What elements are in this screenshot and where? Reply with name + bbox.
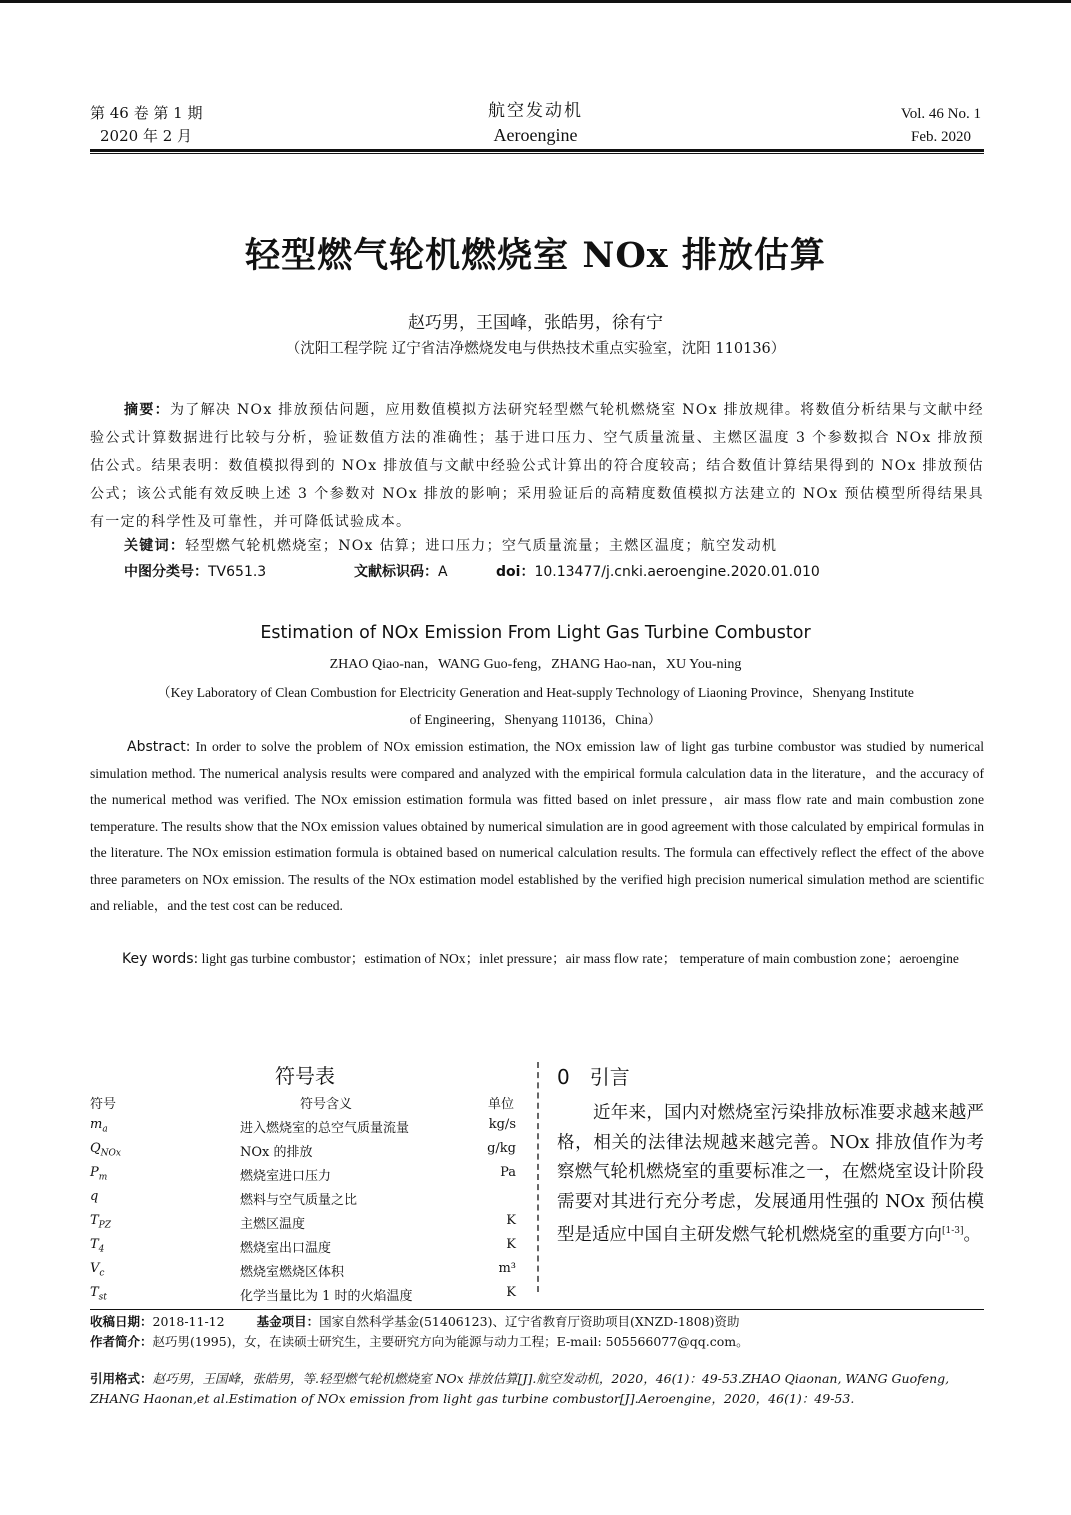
symbol-row — [90, 1285, 520, 1309]
footer-citation — [90, 1369, 984, 1409]
received-value: 2018-11-12 — [152, 1314, 225, 1329]
symbol-subscript: NOx — [100, 1148, 122, 1159]
cite-label: 引用格式： — [90, 1371, 153, 1386]
abstract-cn-label: 摘要： — [124, 402, 170, 418]
symbol-row — [90, 1117, 520, 1141]
abstract-cn-text: 为了解决 NOx 排放预估问题，应用数值模拟方法研究轻型燃气轮机燃烧室 NOx 排放规律。将数值分析结果与文献中经验公式计算数据进行比较与分析，验证数值方法的准确性；基于进口压力、空气质量流量、主燃区温度 3 个参数拟合 NOx 排放预估公式。结果表明：数值模拟得到的 NOx 排放值与文献中经验公式计算出的符合度较高；结合数值计算结果得到的 NOx 排放预估公式；该公式能有效反映上述 3 个参数对 NOx 排放的影响；采用验证后的高精度数值模拟方法建立的 NOx 预估模型所得结果具有一定的科学性及可靠性，并可降低试验成本。 — [90, 402, 984, 530]
symbol-row — [90, 1189, 520, 1213]
header-date-cn: 2020 年 2 月 — [100, 127, 193, 145]
symbol-meaning: 燃烧室出口温度 — [240, 1241, 332, 1256]
affiliation-en-line2: of Engineering，Shenyang 110136，China） — [409, 712, 662, 727]
symbol-cell — [90, 1285, 107, 1303]
abstract-en-label: Abstract: — [127, 739, 191, 755]
affiliation-en-line1: （Key Laboratory of Clean Combustion for Electricity Generation and Heat-supply Technology of Liaoning Province，Shenyang Institute — [157, 685, 914, 700]
symbol-unit: Pa — [500, 1165, 516, 1180]
doi — [496, 561, 820, 581]
keywords-cn — [90, 532, 984, 560]
symbol-letter: Q — [90, 1141, 101, 1156]
intro-end: 。 — [963, 1224, 982, 1245]
symbol-unit: g/kg — [487, 1141, 516, 1156]
symbol-letter: q — [90, 1189, 99, 1204]
column-divider — [537, 1062, 539, 1292]
footer-rule — [90, 1309, 984, 1310]
symbol-unit: kg/s — [488, 1117, 516, 1132]
doi-label: doi： — [496, 564, 535, 580]
header-journal-en: Aeroengine — [493, 125, 578, 145]
symbol-unit: K — [506, 1237, 516, 1252]
symbol-row — [90, 1261, 520, 1285]
symbol-table-heading: 符号表 — [275, 1064, 335, 1088]
clc-number — [124, 561, 266, 581]
keywords-en-text: light gas turbine combustor；estimation of NOx；inlet pressure；air mass flow rate； temperature of main combustion zone；aeroengine — [198, 951, 959, 966]
cite-value: 赵巧男，王国峰，张皓男，等.轻型燃气轮机燃烧室 NOx 排放估算[J].航空发动机，2020，46(1)：49-53.ZHAO Qiaonan, WANG Guofeng, ZHANG Haonan,et al.Estimation of NOx emission from light gas turbine combustor[J].Aeroengine，2020，46(1)：49-53. — [90, 1371, 950, 1406]
abstract-en-text: In order to solve the problem of NOx emission estimation, the NOx emission law of light gas turbine combustor was studied by numerical simulation method. The numerical analysis results were compared and analyzed with the empirical formula calculation data in the literature，and the accuracy of the numerical method was verified. The NOx emission estimation formula was fitted based on inlet pressure，air mass flow rate and main combustion zone temperature. The results show that the NOx emission values obtained by numerical simulation are in good agreement with those calculated by empirical formulas in the literature. The NOx emission estimation formula is obtained based on numerical calculation results. The formula can effectively reflect the effect of the above three parameters on NOx emission. The results of the NOx estimation model established by the verified high precision numerical simulation method are scientific and reliable，and the test cost can be reduced. — [90, 739, 984, 913]
header-journal-cn: 航空发动机 — [488, 101, 583, 121]
symbol-cell — [90, 1237, 104, 1255]
top-edge-line — [0, 0, 1071, 3]
symbol-subscript: st — [98, 1292, 107, 1303]
abstract-en — [90, 734, 984, 920]
col-symbol-header: 符号 — [90, 1097, 117, 1112]
col-meaning-header: 符号含义 — [300, 1097, 353, 1112]
symbol-cell — [90, 1189, 98, 1207]
symbol-letter: T — [90, 1237, 99, 1252]
symbol-cell — [90, 1141, 121, 1159]
doi-value: 10.13477/j.cnki.aeroengine.2020.01.010 — [534, 564, 820, 580]
intro-text: 近年来，国内对燃烧室污染排放标准要求越来越严格，相关的法律法规越来越完善。NOx 排放值作为考察燃气轮机燃烧室的重要标准之一，在燃烧室设计阶段需要对其进行充分考虑，发展通用性强的 NOx 预估模型是适应中国自主研发燃气轮机燃烧室的重要方向 — [557, 1103, 984, 1245]
symbol-letter: V — [90, 1261, 100, 1276]
symbol-letter: m — [90, 1117, 103, 1132]
keywords-en-label: Key words: — [122, 951, 199, 967]
symbol-meaning: 燃烧室进口压力 — [240, 1169, 332, 1184]
symbol-table-header — [90, 1093, 520, 1117]
header-date-en: Feb. 2020 — [911, 129, 971, 145]
symbol-cell — [90, 1165, 107, 1183]
author-label: 作者简介： — [90, 1334, 153, 1349]
authors-cn: 赵巧男，王国峰，张皓男，徐有宁 — [408, 313, 663, 333]
symbol-row — [90, 1213, 520, 1237]
clc-value: TV651.3 — [208, 564, 267, 580]
symbol-row — [90, 1165, 520, 1189]
symbol-cell — [90, 1117, 108, 1135]
header-volume-en: Vol. 46 No. 1 — [900, 106, 981, 122]
intro-ref: [1-3] — [942, 1226, 964, 1236]
fund-label: 基金项目： — [256, 1314, 320, 1329]
symbol-unit: K — [506, 1213, 516, 1228]
symbol-letter: T — [90, 1213, 99, 1228]
symbol-meaning: 进入燃烧室的总空气质量流量 — [240, 1121, 410, 1136]
col-unit-header: 单位 — [488, 1097, 515, 1112]
keywords-cn-label: 关键词： — [124, 538, 186, 554]
symbol-letter: T — [90, 1285, 99, 1300]
symbol-subscript: m — [98, 1172, 108, 1183]
symbol-subscript: PZ — [98, 1220, 111, 1231]
paper-title-en: Estimation of NOx Emission From Light Gas Turbine Combustor — [260, 623, 811, 643]
symbol-meaning: NOx 的排放 — [240, 1145, 313, 1160]
document-code — [354, 561, 448, 581]
doc-label: 文献标识码： — [354, 564, 438, 580]
fund-value: 国家自然科学基金(51406123)、辽宁省教育厅资助项目(XNZD-1808)资助 — [319, 1314, 740, 1329]
symbol-subscript: c — [99, 1268, 105, 1279]
symbol-unit: K — [506, 1285, 516, 1300]
header-rule-thick — [90, 149, 984, 152]
doc-value: A — [438, 564, 448, 580]
intro-paragraph — [557, 1099, 984, 1250]
symbol-letter: P — [90, 1165, 99, 1180]
symbol-row — [90, 1237, 520, 1261]
symbol-meaning: 化学当量比为 1 时的火焰温度 — [240, 1289, 413, 1304]
symbol-cell — [90, 1213, 111, 1231]
symbol-row — [90, 1141, 520, 1165]
symbol-subscript: a — [102, 1124, 108, 1135]
header-rule-thin — [90, 153, 984, 154]
keywords-en — [90, 946, 984, 973]
authors-en: ZHAO Qiao-nan，WANG Guo-feng，ZHANG Hao-nan，XU You-ning — [329, 657, 742, 672]
paper-title-cn: 轻型燃气轮机燃烧室 NOx 排放估算 — [245, 235, 826, 276]
author-value: 赵巧男(1995)，女，在读硕士研究生，主要研究方向为能源与动力工程；E-mail: 505566077@qq.com。 — [152, 1334, 749, 1349]
symbol-unit: m³ — [498, 1261, 516, 1276]
symbol-subscript: 4 — [98, 1244, 105, 1255]
clc-label: 中图分类号： — [124, 564, 208, 580]
symbol-cell — [90, 1261, 104, 1279]
header-volume-issue: 第 46 卷 第 1 期 — [90, 104, 203, 122]
footer-received-fund — [90, 1312, 984, 1332]
footer-author-bio — [90, 1332, 984, 1352]
affiliation-cn: （沈阳工程学院 辽宁省洁净燃烧发电与供热技术重点实验室，沈阳 110136） — [285, 341, 786, 357]
symbol-meaning: 燃烧室燃烧区体积 — [240, 1265, 345, 1280]
intro-heading: 0 引言 — [557, 1065, 630, 1089]
received-label: 收稿日期： — [90, 1314, 153, 1329]
abstract-cn — [90, 396, 984, 536]
symbol-meaning: 主燃区温度 — [240, 1217, 306, 1232]
symbol-meaning: 燃料与空气质量之比 — [240, 1193, 358, 1208]
keywords-cn-text: 轻型燃气轮机燃烧室；NOx 估算；进口压力；空气质量流量；主燃区温度；航空发动机 — [185, 538, 778, 554]
